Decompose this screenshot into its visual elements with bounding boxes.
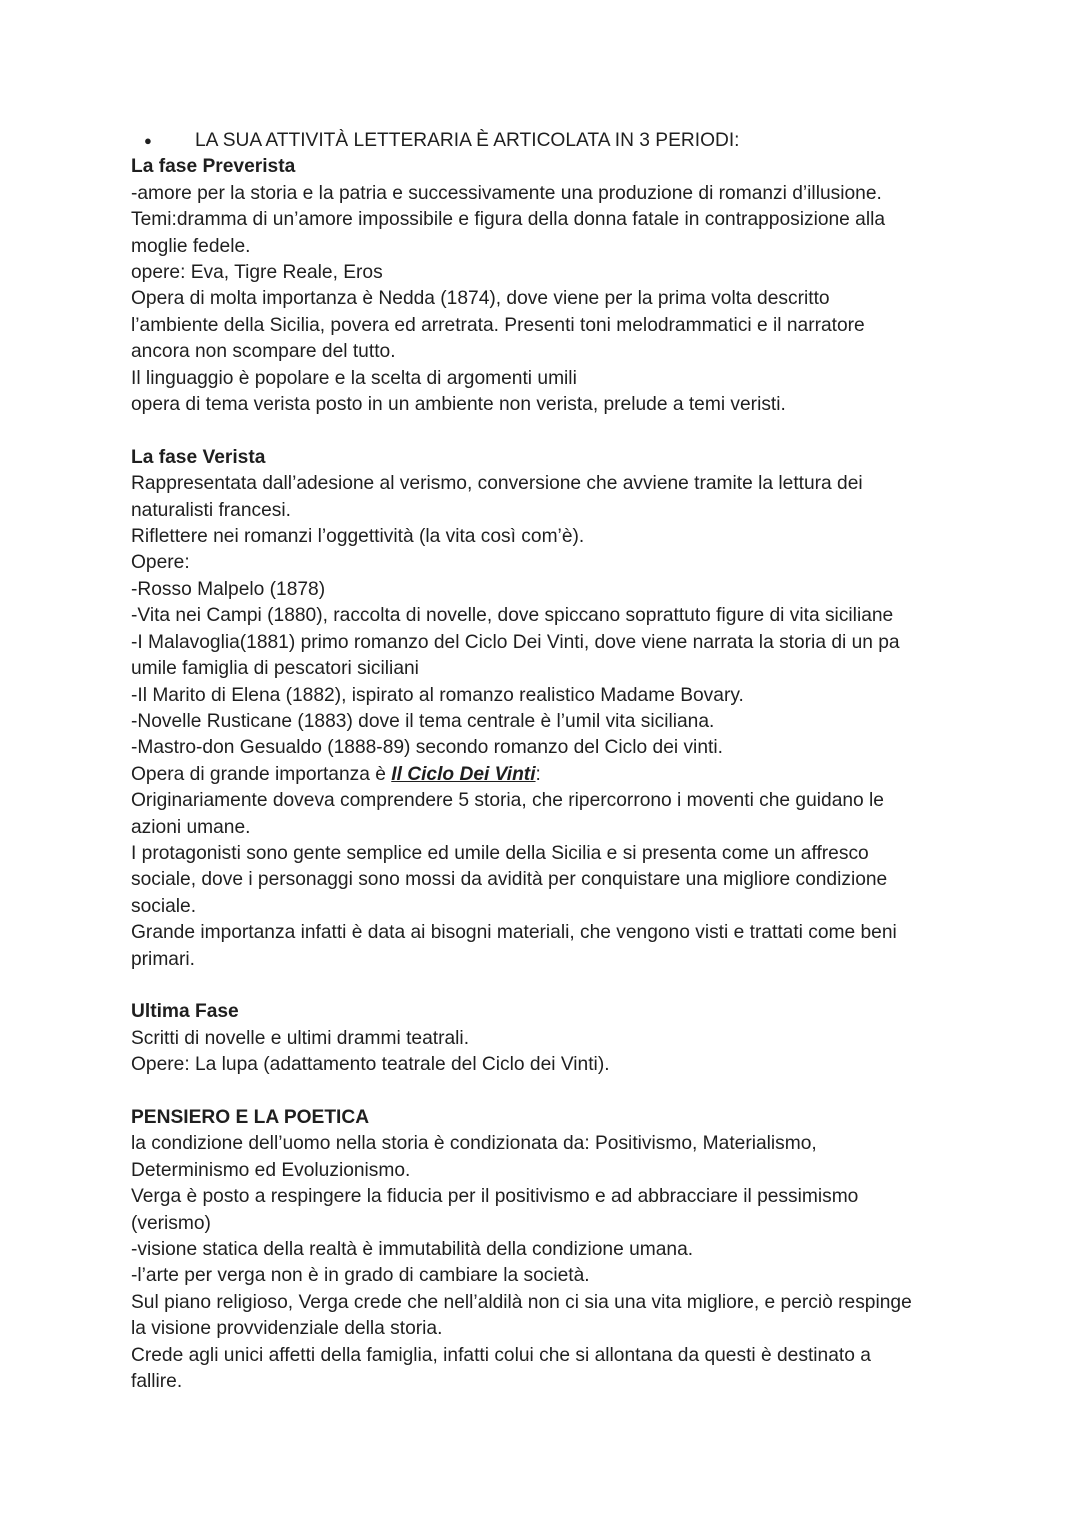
- spacer: [131, 418, 991, 444]
- section-preverista: [131, 181, 991, 419]
- paragraph-line: -amore per la storia e la patria e successivamente una produzione di romanzi d’illusione.: [131, 182, 882, 204]
- paragraph-line: Opera di molta importanza è Nedda (1874), dove viene per la prima volta descritto: [131, 288, 830, 310]
- paragraph-line: sociale, dove i personaggi sono mossi da avidità per conquistare una migliore condizione: [131, 869, 888, 891]
- paragraph-line: Originariamente doveva comprendere 5 storia, che ripercorrono i moventi che guidano le: [131, 790, 884, 812]
- intro-bullet: [131, 128, 991, 154]
- paragraph-line: Opere: La lupa (adattamento teatrale del Ciclo dei Vinti).: [131, 1054, 610, 1076]
- paragraph-line: primari.: [131, 948, 195, 970]
- section-heading-preverista: La fase Preverista: [131, 156, 296, 178]
- ciclo-dei-vinti-link[interactable]: Il Ciclo Dei Vinti: [391, 763, 536, 785]
- paragraph-line: -Il Marito di Elena (1882), ispirato al romanzo realistico Madame Bovary.: [131, 684, 744, 706]
- paragraph-line: ancora non scompare del tutto.: [131, 341, 396, 363]
- paragraph-line: l’ambiente della Sicilia, povera ed arretrata. Presenti toni melodrammatici e il narratore: [131, 314, 865, 336]
- section-heading-verista: La fase Verista: [131, 446, 266, 468]
- paragraph-line: -Rosso Malpelo (1878): [131, 578, 326, 600]
- paragraph-line: opere: Eva, Tigre Reale, Eros: [131, 262, 383, 284]
- paragraph-line: Crede agli unici affetti della famiglia, infatti colui che si allontana da questi è destinato a: [131, 1344, 871, 1366]
- paragraph-line: I protagonisti sono gente semplice ed umile della Sicilia e si presenta come un affresco: [131, 842, 869, 864]
- section-ultima: [131, 1026, 991, 1079]
- paragraph-line: -l’arte per verga non è in grado di cambiare la società.: [131, 1265, 590, 1287]
- paragraph-line: -Vita nei Campi (1880), raccolta di novelle, dove spiccano soprattuto figure di vita siciliane: [131, 605, 894, 627]
- paragraph-line: Scritti di novelle e ultimi drammi teatrali.: [131, 1027, 470, 1049]
- paragraph-line: -Novelle Rusticane (1883) dove il tema centrale è l’umil vita siciliana.: [131, 710, 715, 732]
- paragraph-line: opera di tema verista posto in un ambiente non verista, prelude a temi veristi.: [131, 394, 786, 416]
- paragraph-line: moglie fedele.: [131, 235, 251, 257]
- paragraph-line: Opere:: [131, 552, 190, 574]
- paragraph-line: la condizione dell’uomo nella storia è condizionata da: Positivismo, Materialismo,: [131, 1133, 817, 1155]
- paragraph-line: Riflettere nei romanzi l’oggettività (la vita così com’è).: [131, 526, 585, 548]
- paragraph-line: -I Malavoglia(1881) primo romanzo del Ciclo Dei Vinti, dove viene narrata la storia di un pa: [131, 631, 900, 653]
- paragraph-line: Determinismo ed Evoluzionismo.: [131, 1159, 411, 1181]
- bullet-icon: ●: [144, 133, 152, 148]
- paragraph-line: Il linguaggio è popolare e la scelta di argomenti umili: [131, 367, 577, 389]
- importance-prefix: Opera di grande importanza è: [131, 763, 392, 785]
- document-body: [131, 128, 991, 1395]
- paragraph-line: la visione provvidenziale della storia.: [131, 1318, 443, 1340]
- importance-suffix: :: [535, 763, 541, 785]
- paragraph-line: (verismo): [131, 1212, 211, 1234]
- paragraph-line: Sul piano religioso, Verga crede che nell’aldilà non ci sia una vita migliore, e perciò respinge: [131, 1291, 912, 1313]
- paragraph-line: fallire.: [131, 1371, 183, 1393]
- paragraph-line: -Mastro-don Gesualdo (1888-89) secondo romanzo del Ciclo dei vinti.: [131, 737, 723, 759]
- spacer: [131, 973, 991, 999]
- intro-bullet-text: LA SUA ATTIVITÀ LETTERARIA È ARTICOLATA IN 3 PERIODI:: [195, 130, 740, 151]
- paragraph-line: sociale.: [131, 895, 197, 917]
- paragraph-line: Grande importanza infatti è data ai bisogni materiali, che vengono visti e trattati come beni: [131, 922, 897, 944]
- section-heading-pensiero: PENSIERO E LA POETICA: [131, 1106, 370, 1128]
- paragraph-line: Verga è posto a respingere la fiducia per il positivismo e ad abbracciare il pessimismo: [131, 1186, 859, 1208]
- section-pensiero: [131, 1131, 991, 1395]
- section-heading-ultima: Ultima Fase: [131, 1001, 239, 1023]
- paragraph-line: Temi:dramma di un’amore impossibile e figura della donna fatale in contrapposizione alla: [131, 209, 886, 231]
- spacer: [131, 1079, 991, 1105]
- paragraph-line: naturalisti francesi.: [131, 499, 291, 521]
- importance-line: [131, 762, 991, 788]
- paragraph-line: -visione statica della realtà è immutabilità della condizione umana.: [131, 1239, 694, 1261]
- section-verista: [131, 471, 991, 973]
- paragraph-line: Rappresentata dall’adesione al verismo, conversione che avviene tramite la lettura dei: [131, 473, 863, 495]
- paragraph-line: umile famiglia di pescatori siciliani: [131, 658, 419, 680]
- paragraph-line: azioni umane.: [131, 816, 251, 838]
